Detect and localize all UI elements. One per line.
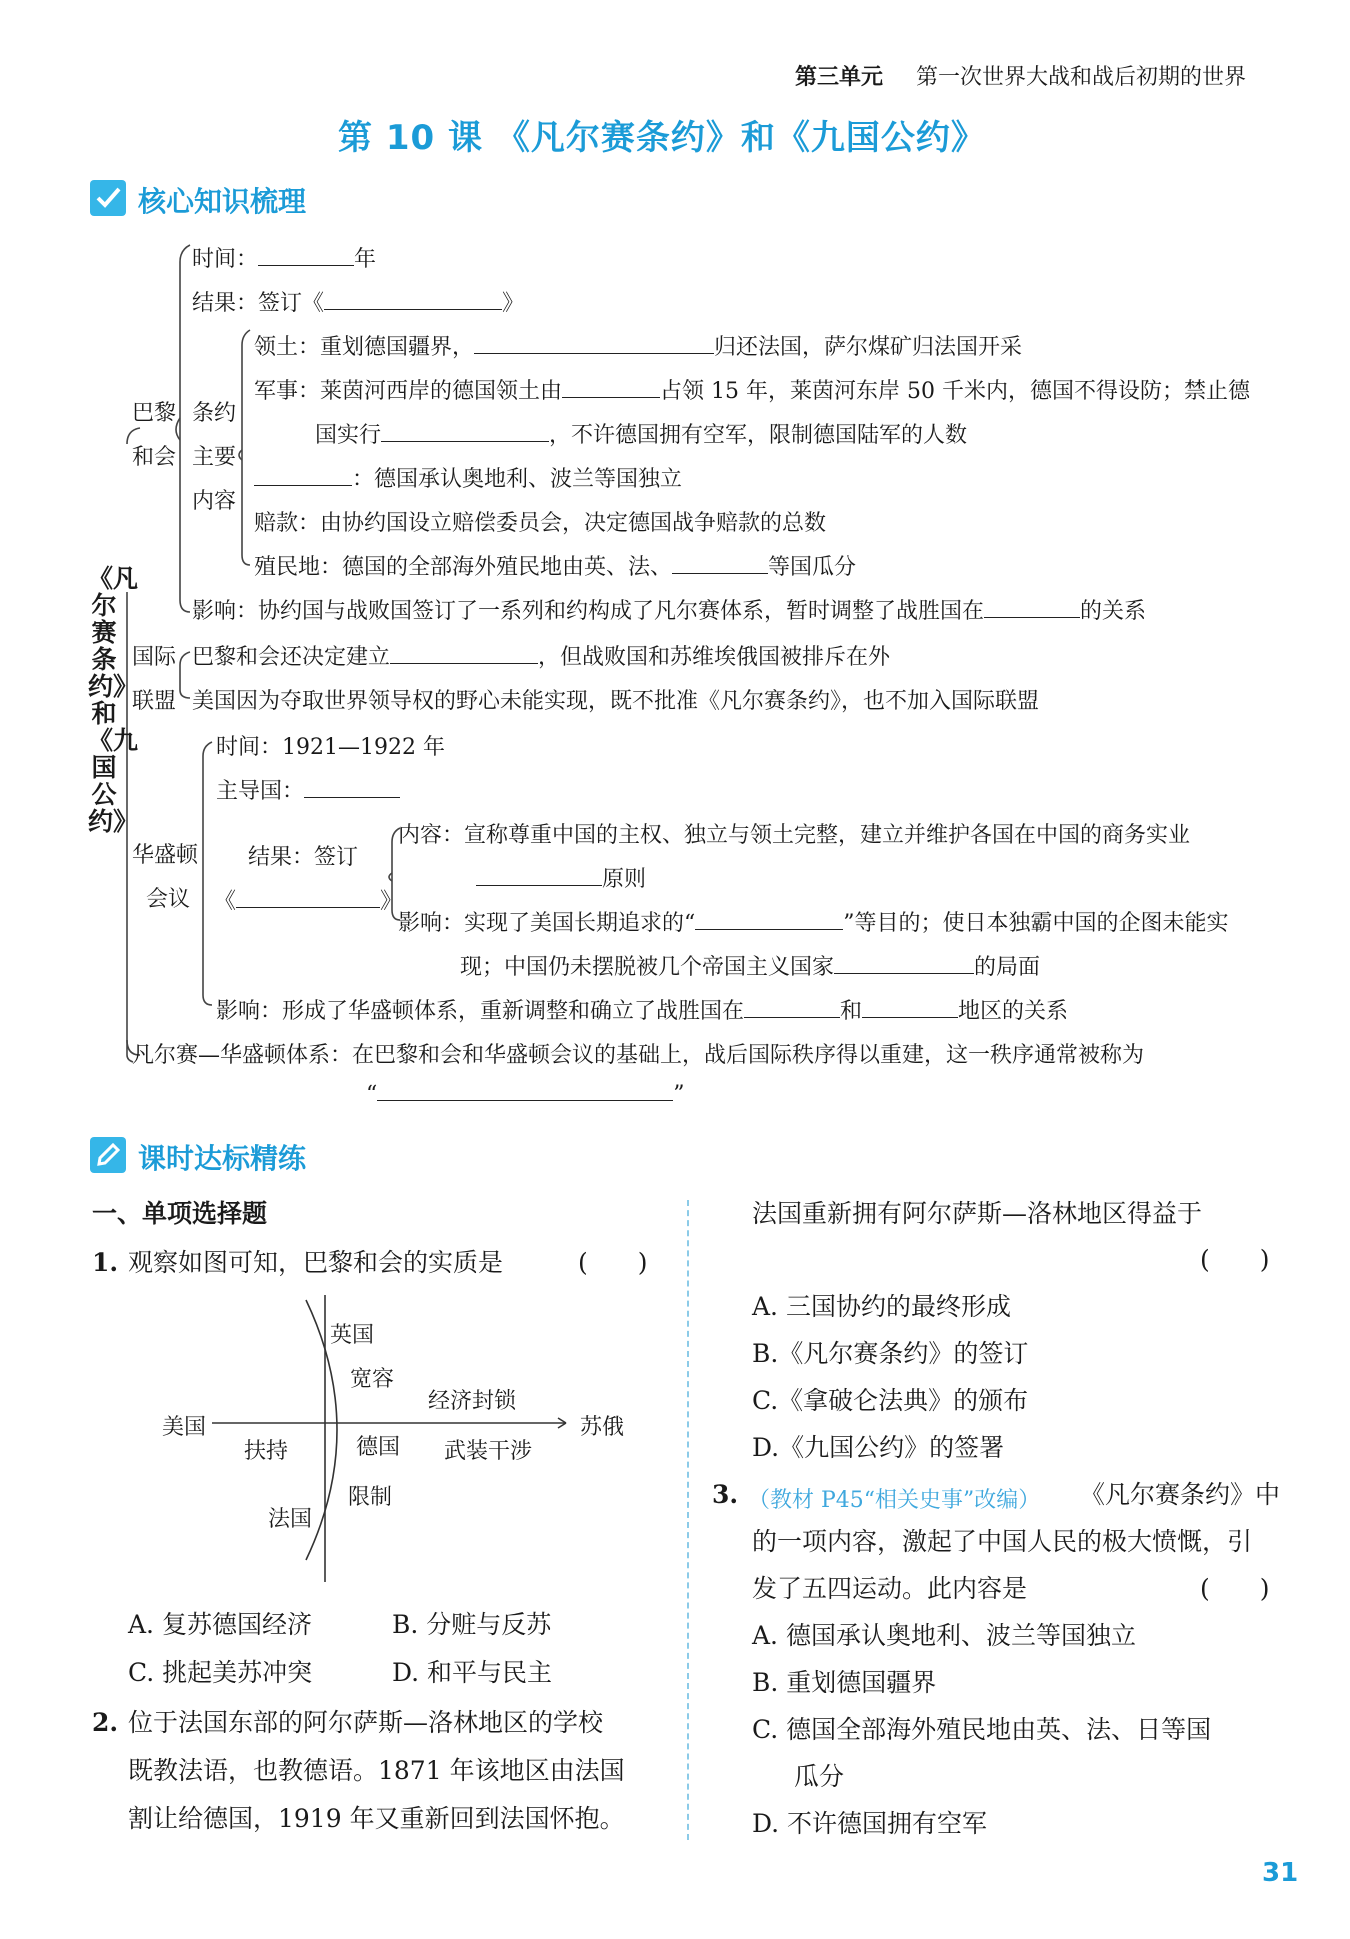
- unit-title: 第一次世界大战和战后初期的世界: [916, 65, 1247, 90]
- paris-conf-label: 巴黎: [132, 401, 177, 426]
- q1-tolerance: 宽容: [350, 1367, 395, 1392]
- q2-line-4: 法国重新拥有阿尔萨斯—洛林地区得益于: [752, 1199, 1203, 1228]
- w-impact: 影响：形成了华盛顿体系，重新调整和确立了战胜国在 和 地区的关系: [216, 999, 1069, 1024]
- q3-line-2: 的一项内容，激起了中国人民的极大愤慨，引: [752, 1527, 1253, 1556]
- q2-option-a[interactable]: A. 三国协约的最终形成: [752, 1292, 1011, 1321]
- w-time: 时间：1921—1922 年: [216, 735, 445, 760]
- q1-econ-blockade: 经济封锁: [428, 1389, 517, 1414]
- q1-paren: ( ): [578, 1248, 648, 1277]
- page-number: 31: [1262, 1858, 1299, 1888]
- w-effect: 影响：实现了美国长期追求的“ ”等目的；使日本独霸中国的企图未能实: [398, 911, 1229, 936]
- q1-germany: 德国: [356, 1435, 401, 1460]
- q1-france: 法国: [268, 1507, 313, 1532]
- w-result: 结果：签订: [248, 845, 359, 870]
- q2-line-2: 既教法语，也教德语。1871 年该地区由法国: [128, 1756, 625, 1785]
- q2-paren: ( ): [1200, 1245, 1270, 1274]
- unit-label: 第三单元: [795, 65, 884, 90]
- q1-number: 1.: [92, 1248, 119, 1277]
- q1-stem: 观察如图可知，巴黎和会的实质是: [128, 1248, 504, 1277]
- washington-label-1: 华盛顿: [132, 843, 199, 868]
- q1-support: 扶持: [244, 1439, 289, 1464]
- vw-blank: “ ”: [366, 1082, 685, 1107]
- w-content: 内容：宣称尊重中国的主权、独立与领土完整，建立并维护各国在中国的商务实业: [398, 823, 1191, 848]
- q1-option-b[interactable]: B. 分赃与反苏: [392, 1610, 552, 1639]
- versailles-washington-system: 凡尔赛—华盛顿体系：在巴黎和会和华盛顿会议的基础上，战后国际秩序得以重建，这一秩序通常被称为: [132, 1043, 1145, 1068]
- w-content-cont: 原则: [476, 862, 646, 893]
- treaty-label-a: 条约: [192, 401, 237, 426]
- w-treaty-blank: 《 》: [214, 889, 403, 914]
- q3-line-1: 《凡尔赛条约》中: [1080, 1480, 1281, 1509]
- w-leader: 主导国：: [216, 774, 400, 805]
- paris-impact: 影响：协约国与战败国签订了一系列和约构成了凡尔赛体系，暂时调整了战胜国在 的关系: [192, 599, 1147, 624]
- paris-time: 时间： 年: [192, 247, 377, 272]
- treaty-label-b: 主要: [192, 445, 237, 470]
- paris-result: 结果：签订《 》: [192, 291, 525, 316]
- league-label-1: 国际: [132, 645, 177, 670]
- term-reparations: 赔款：由协约国设立赔偿委员会，决定德国战争赔款的总数: [254, 511, 827, 536]
- term-military-cont: 国实行 ，不许德国拥有空军，限制德国陆军的人数: [315, 423, 968, 448]
- section-core-knowledge: 核心知识梳理: [138, 185, 307, 218]
- term-territory: 领土：重划德国疆界， 归还法国，萨尔煤矿归法国开采: [254, 335, 1023, 360]
- league-line-1: 巴黎和会还决定建立 ，但战败国和苏维埃俄国被排斥在外: [192, 645, 891, 670]
- q1-option-c[interactable]: C. 挑起美苏冲突: [128, 1658, 313, 1687]
- q3-option-d[interactable]: D. 不许德国拥有空军: [752, 1809, 988, 1838]
- term-independence: ：德国承认奥地利、波兰等国独立: [254, 462, 682, 493]
- lesson-title: 第 10 课 《凡尔赛条约》和《九国公约》: [338, 118, 986, 158]
- q3-option-c[interactable]: C. 德国全部海外殖民地由英、法、日等国: [752, 1715, 1212, 1744]
- q2-option-b[interactable]: B.《凡尔赛条约》的签订: [752, 1339, 1029, 1368]
- q1-option-a[interactable]: A. 复苏德国经济: [128, 1610, 312, 1639]
- q1-armed-intervention: 武装干涉: [444, 1439, 533, 1464]
- q3-number: 3.: [712, 1480, 739, 1509]
- q2-number: 2.: [92, 1708, 119, 1737]
- q2-line-3: 割让给德国，1919 年又重新回到法国怀抱。: [128, 1804, 625, 1833]
- q1-restrict: 限制: [348, 1485, 393, 1510]
- part-heading: 一、单项选择题: [92, 1199, 268, 1228]
- q3-option-c-cont: 瓜分: [794, 1762, 845, 1791]
- q1-ussr: 苏俄: [580, 1415, 625, 1440]
- treaty-label-c: 内容: [192, 489, 237, 514]
- league-label-2: 联盟: [132, 689, 177, 714]
- w-effect-cont: 现；中国仍未摆脱被几个帝国主义国家 的局面: [460, 955, 1041, 980]
- q3-option-b[interactable]: B. 重划德国疆界: [752, 1668, 937, 1697]
- q2-option-d[interactable]: D.《九国公约》的签署: [752, 1433, 1005, 1462]
- q1-england: 英国: [330, 1323, 375, 1348]
- q3-option-a[interactable]: A. 德国承认奥地利、波兰等国独立: [752, 1621, 1136, 1650]
- term-colonies: 殖民地：德国的全部海外殖民地由英、法、 等国瓜分: [254, 555, 857, 580]
- q3-paren: ( ): [1200, 1574, 1270, 1603]
- mindmap-root: 《凡尔赛条约》和《九国公约》: [88, 564, 139, 836]
- q3-line-3: 发了五四运动。此内容是: [752, 1574, 1028, 1603]
- q3-source: （教材 P45“相关史事”改编）: [748, 1488, 1041, 1513]
- q1-option-d[interactable]: D. 和平与民主: [392, 1658, 553, 1687]
- q2-option-c[interactable]: C.《拿破仑法典》的颁布: [752, 1386, 1029, 1415]
- paris-conf-label-2: 和会: [132, 445, 177, 470]
- section-practice: 课时达标精练: [138, 1142, 307, 1175]
- q1-usa: 美国: [162, 1415, 207, 1440]
- q2-line-1: 位于法国东部的阿尔萨斯—洛林地区的学校: [128, 1708, 604, 1737]
- washington-label-2: 会议: [146, 887, 191, 912]
- term-military: 军事：莱茵河西岸的德国领土由 占领 15 年，莱茵河东岸 50 千米内，德国不得设防；禁止德: [254, 379, 1250, 404]
- league-line-2: 美国因为夺取世界领导权的野心未能实现，既不批准《凡尔赛条约》，也不加入国际联盟: [192, 689, 1040, 714]
